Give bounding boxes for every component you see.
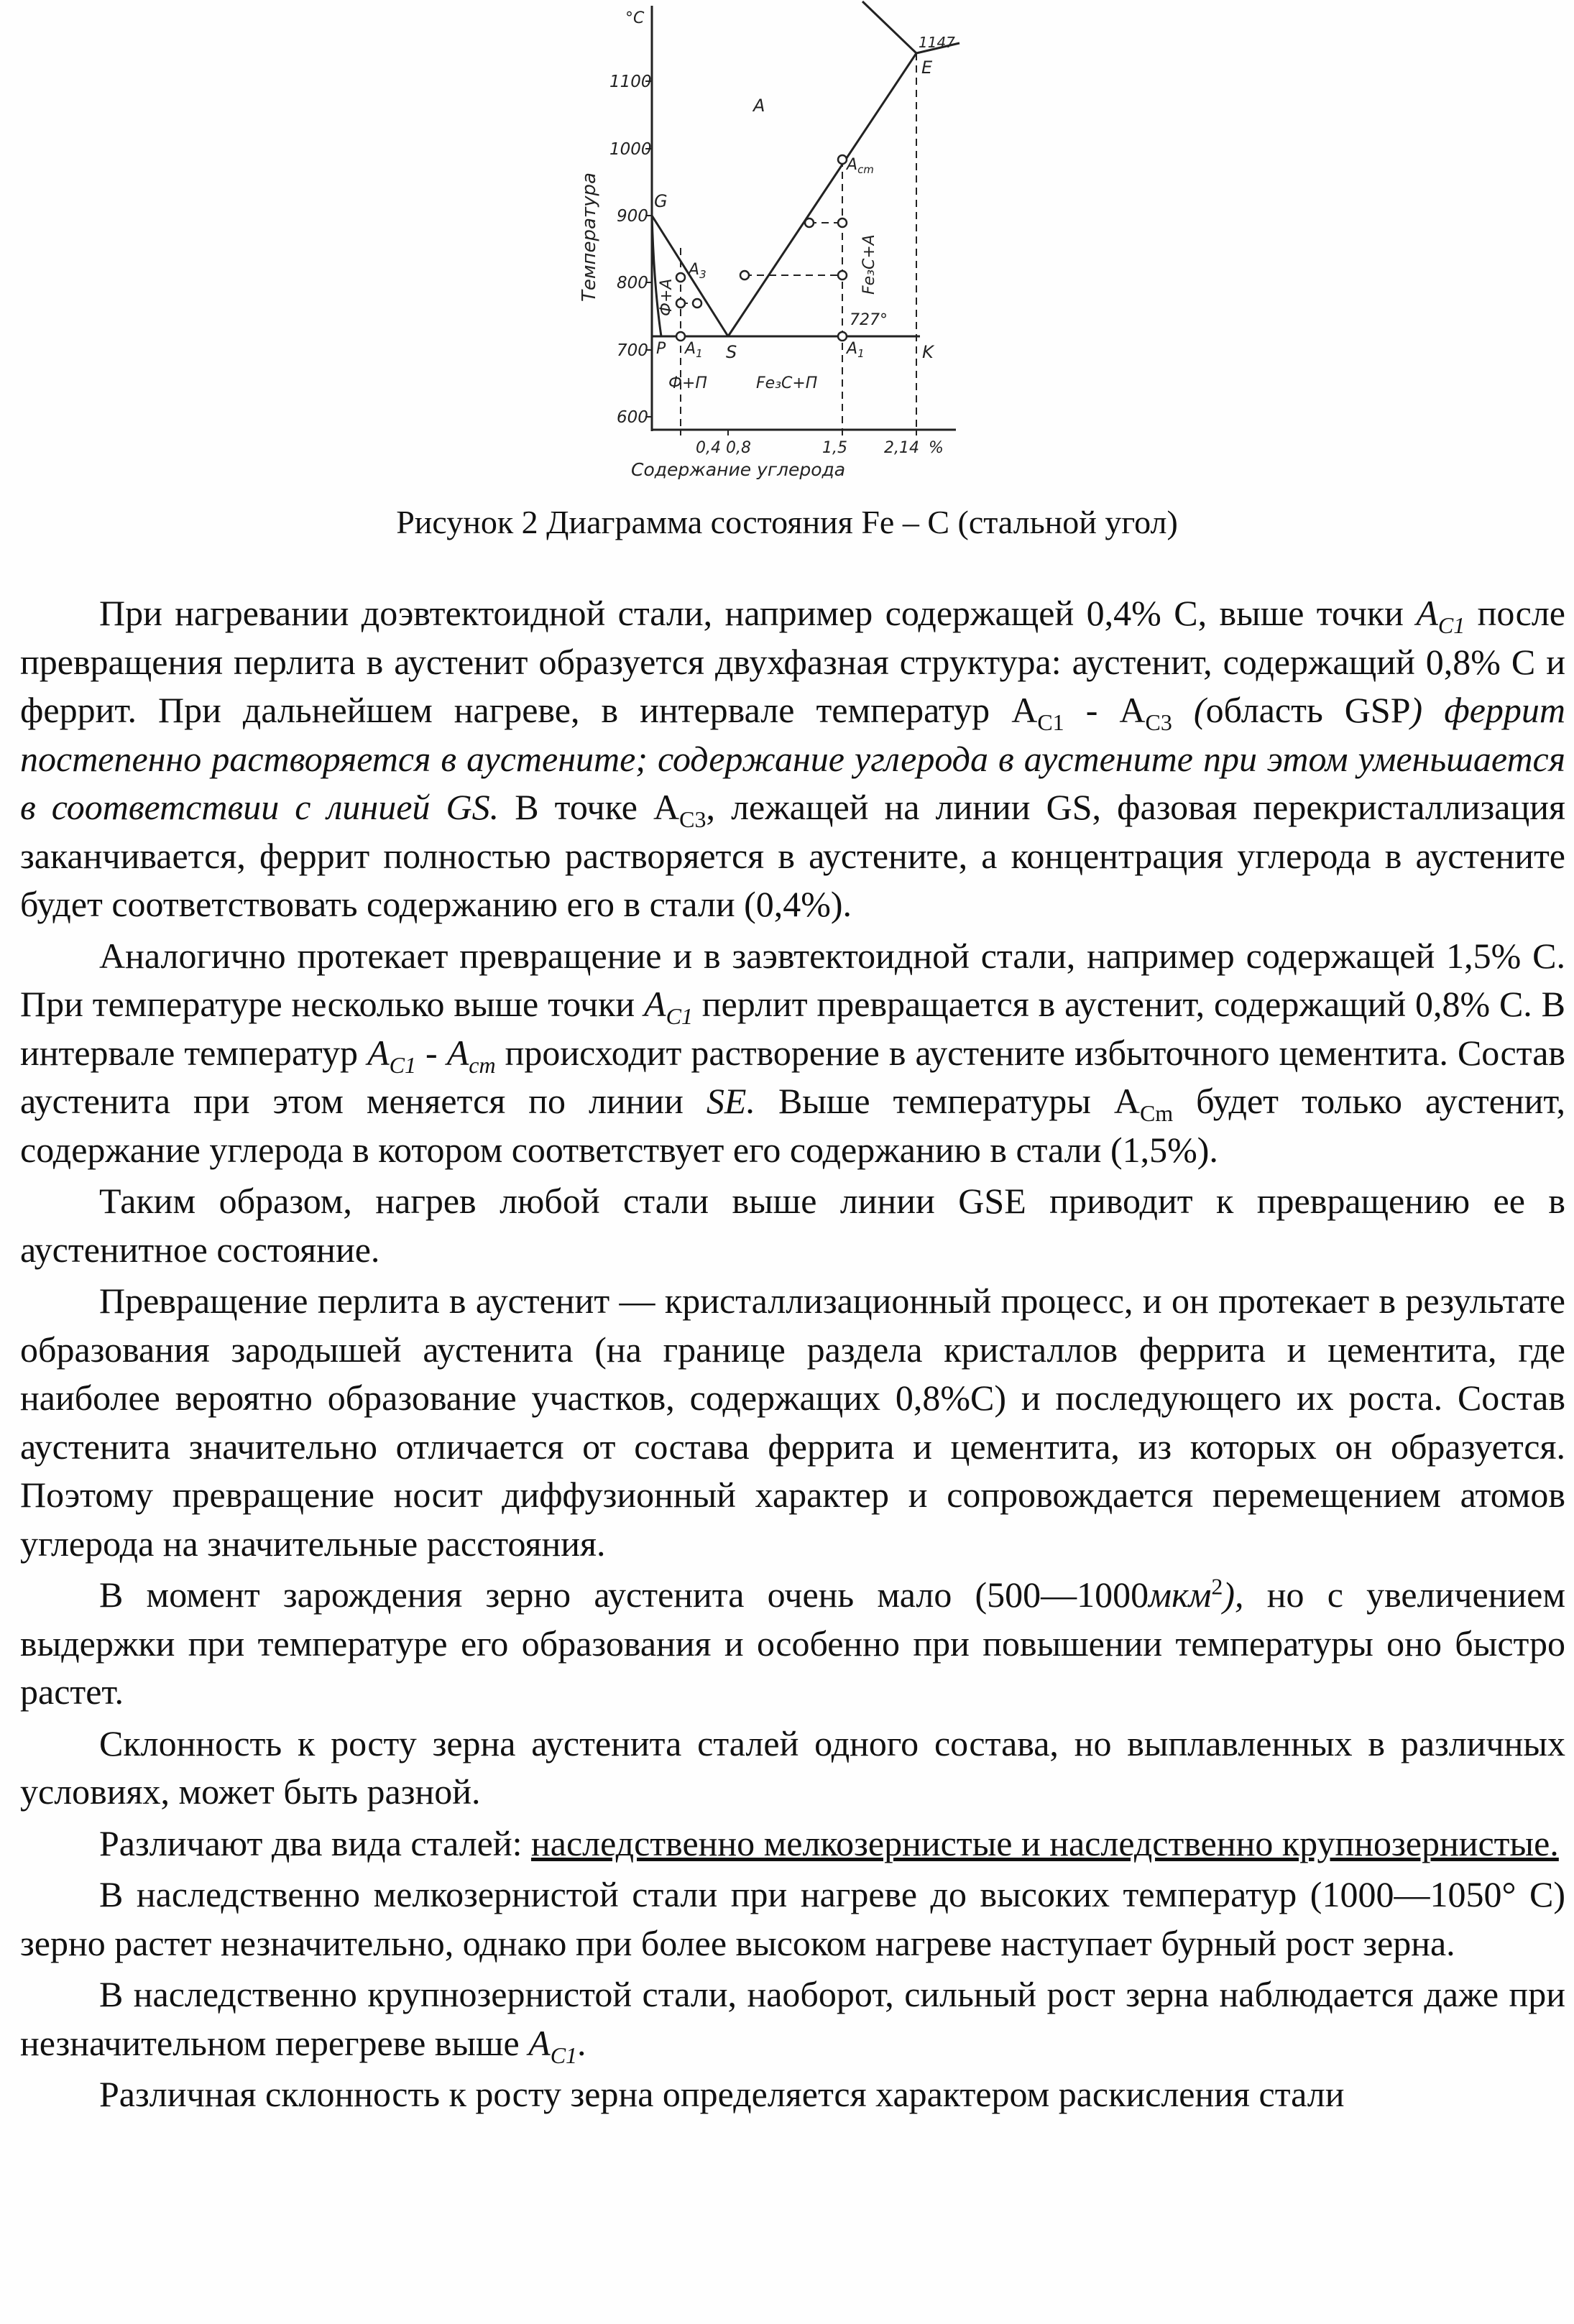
y-axis-label: Температура <box>579 172 600 302</box>
paragraph: Склонность к росту зерна аустенита сталей одного состава, но выплавленных в различных условиях, может быть разной. <box>20 1723 1565 1812</box>
x-tick-label: 1,5 <box>822 439 847 457</box>
point-label-a1-left: $A_1$ <box>685 340 703 360</box>
point-dash2 <box>838 218 847 227</box>
point-label-k: K <box>922 342 934 362</box>
x-tick-label: 0,8 <box>726 439 751 457</box>
paragraph: Превращение перлита в аустенит — кристаллизационный процесс, и он протекает в результате образования зародышей аустенита (на границе раздела кристаллов феррита и цементита, где наиболее вероятно образование участков, содержащих 0,8%С) и последующего их роста. Состав аустенита значительно отличается от состава феррита и цементита, из которых он образуется. Поэтому превращение носит диффузионный характер и сопровождается перемещением атомов углерода на значительные расстояния. <box>20 1281 1565 1564</box>
paragraph: Различная склонность к росту зерна определяется характером раскисления стали <box>99 2074 1345 2114</box>
point-label-acm: $A_{cm}$ <box>847 156 874 176</box>
paragraph: В момент зарождения зерно аустенита очень мало (500—1000мкм$^2$), но с увеличением выдержки при температуре его образования и особенно при повышении температуры оно быстро растет. <box>20 1573 1566 1712</box>
region-label-austenite: A <box>753 96 765 116</box>
point-label-e: E <box>921 57 933 78</box>
point-a3 <box>676 273 685 282</box>
body-text <box>20 589 1565 2119</box>
paragraph: В наследственно мелкозернистой стали при нагреве до высоких температур (1000—1050° С) зерно растет незначительно, однако при более высоком нагреве наступает бурный рост зерна. <box>20 1874 1565 1963</box>
point-044 <box>693 299 701 308</box>
y-tick-label: 800 <box>617 274 648 292</box>
point-dash1 <box>838 271 847 280</box>
region-label-ferrite-austenite: Ф+А <box>658 278 676 316</box>
point-acm <box>838 155 847 164</box>
point-label-p: P <box>656 340 666 358</box>
paragraph: При нагревании доэвтектоидной стали, например содержащей 0,4% С, выше точки $A_{C1}$ после превращения перлита в аустенит образуется двухфазная структура: аустенит, содержащий 0,8% С и феррит. При дальнейшем нагреве, в интервале температур $А_{С1} - А_{С3}$ (область GSP) феррит постепенно растворяется в аустените; содержание углерода в аустените при этом уменьшается в соответствии с линией GS. В точке $А_{С3}$, лежащей на линии GS, фазовая перекристаллизация заканчивается, феррит полностью растворяется в аустените, а концентрация углерода в аустените будет соответствовать содержанию его в стали (0,4%). <box>20 593 1566 924</box>
y-tick-label: 1100 <box>609 73 652 91</box>
paragraph: Различают два вида сталей: наследственно мелкозернистые и наследственно крупнозернистые. <box>99 1822 1559 1863</box>
point-label-a1-right: $A_1$ <box>847 340 865 360</box>
upper-liquidus-line <box>862 1 916 53</box>
x-tick-label: 0,4 <box>696 439 721 457</box>
y-tick-label: 900 <box>617 207 648 226</box>
paragraph: Аналогично протекает превращение и в заэвтектоидной стали, например содержащей 1,5% С. При температуре несколько выше точки $A_{C1}$ перлит превращается в аустенит, содержащий 0,8% С. В интервале температур $A_{C1} - A_{cm}$ происходит растворение в аустените избыточного цементита. Состав аустенита при этом меняется по линии SE. Выше температуры $А_{Cm}$ будет только аустенит, содержание углерода в котором соответствует его содержанию в стали (1,5%). <box>20 935 1566 1170</box>
paragraph: Таким образом, нагрев любой стали выше линии GSE приводит к превращению ее в аустенитное состояние. <box>20 1181 1565 1270</box>
point-a1-right <box>838 332 847 341</box>
gp-line <box>652 216 661 336</box>
point-se2 <box>805 218 814 227</box>
point-label-a3: $A_3$ <box>689 261 707 281</box>
value-label-727: 727° <box>850 311 888 329</box>
point-label-g: G <box>654 191 668 211</box>
fe-c-diagram <box>553 0 970 496</box>
x-tick-label: 2,14 <box>884 439 919 457</box>
paragraph: В наследственно крупнозернистой стали, наоборот, сильный рост зерна наблюдается даже при незначительном перегреве выше $A_{C1}$. <box>20 1974 1565 2068</box>
y-axis-unit: °C <box>625 9 645 27</box>
y-tick-label: 1000 <box>609 140 652 159</box>
figure-caption: Рисунок 2 Диаграмма состояния Fe – C (стальной угол) <box>396 504 1178 540</box>
point-a1-left <box>676 332 685 341</box>
point-se1 <box>740 271 749 280</box>
point-043 <box>676 299 685 308</box>
y-tick-label: 600 <box>617 408 648 427</box>
point-label-s: S <box>726 342 737 362</box>
x-axis-unit: % <box>929 439 944 457</box>
x-axis-label: Содержание углерода <box>631 459 846 480</box>
region-label-ferrite-pearlite: Ф+П <box>668 374 707 392</box>
value-label-1147: 1147 <box>919 34 955 51</box>
region-label-cementite-pearlite: Fe₃C+П <box>756 374 818 392</box>
region-label-cementite-austenite: Fe₃C+A <box>860 234 878 295</box>
y-tick-label: 700 <box>617 341 648 360</box>
